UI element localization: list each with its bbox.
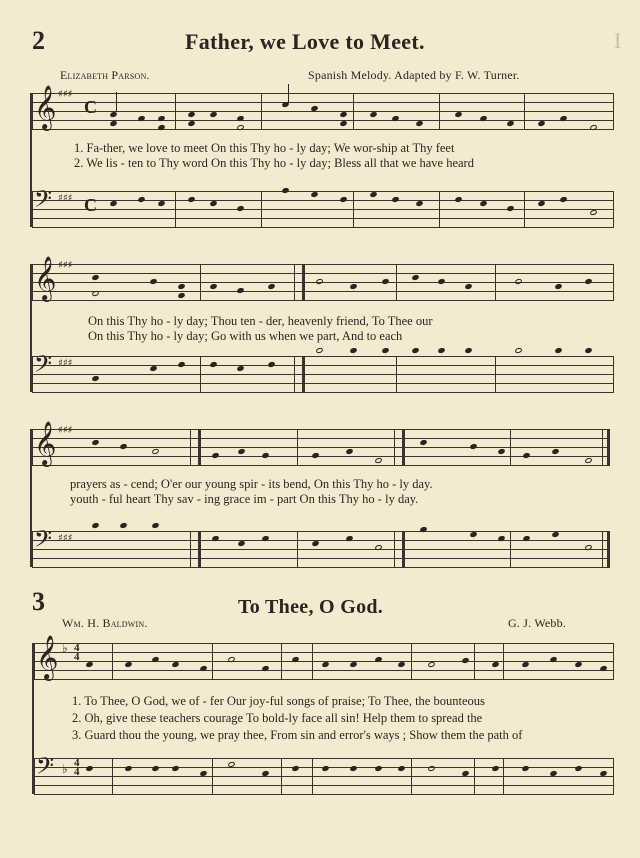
lyrics-hymn3-verse1: 1. To Thee, O God, we of - fer Our joy-ful songs of praise; To Thee, the bounteous <box>72 694 485 708</box>
staff-line <box>32 93 614 94</box>
bar-line <box>394 531 395 568</box>
bar-line <box>613 758 614 795</box>
staff-line <box>32 102 614 103</box>
bar-line <box>353 93 354 130</box>
staff-line <box>32 227 614 228</box>
staff-line <box>32 558 610 559</box>
staff-line <box>32 374 614 375</box>
bar-line <box>200 356 201 393</box>
bass-clef-icon: 𝄢 <box>34 185 53 218</box>
lyrics-hymn3-verse2: 2. Oh, give these teachers courage To bold-ly face all sin! Help them to spread the <box>72 711 483 725</box>
system-brace <box>32 643 34 794</box>
bar-line <box>312 758 313 795</box>
bar-line <box>302 356 305 393</box>
bar-line <box>613 643 614 680</box>
bar-line <box>212 643 213 680</box>
hymn-title: To Thee, O God. <box>238 596 384 618</box>
staff-line <box>32 383 614 384</box>
bar-line <box>439 191 440 228</box>
staff-line <box>32 392 614 393</box>
treble-clef-icon: 𝄞 <box>36 635 59 679</box>
bar-line <box>200 264 201 301</box>
bar-line <box>190 429 191 466</box>
treble-clef-icon: 𝄞 <box>34 421 57 465</box>
bar-line <box>294 356 295 393</box>
bass-staff <box>32 185 614 227</box>
time-signature: 4 4 <box>74 757 80 778</box>
flat-icon: ♭ <box>62 762 68 776</box>
bar-line <box>396 356 397 393</box>
staff-line <box>32 429 610 430</box>
bar-line <box>32 356 33 393</box>
lyrics-system3-verse2: youth - ful heart Thy sav - ing grace im - part On this Thy ho - ly day. <box>70 492 419 506</box>
staff-line <box>32 200 614 201</box>
bar-line <box>402 531 405 568</box>
staff-line <box>32 447 610 448</box>
bar-line <box>190 531 191 568</box>
treble-clef-icon: 𝄞 <box>34 256 57 300</box>
staff-line <box>32 282 614 283</box>
lyrics-system3-verse1: prayers as - cend; O'er our young spir - its bend, On this Thy ho - ly day. <box>70 477 433 491</box>
staff-line <box>32 264 614 265</box>
bar-line <box>602 429 603 466</box>
staff-line <box>32 356 614 357</box>
staff-line <box>34 785 614 786</box>
bar-line <box>411 643 412 680</box>
bar-line <box>495 264 496 301</box>
bar-line <box>607 531 610 568</box>
staff-line <box>32 567 610 568</box>
staff-line <box>34 758 614 759</box>
sharp-icon: ♯♯♯ <box>58 260 73 271</box>
sharp-icon: ♯♯♯ <box>58 193 73 204</box>
bar-line <box>613 93 614 130</box>
bar-line <box>495 356 496 393</box>
note-head <box>514 347 522 354</box>
bar-line <box>474 643 475 680</box>
time-signature: 4 4 <box>74 642 80 663</box>
bar-line <box>613 191 614 228</box>
staff-line <box>32 300 614 301</box>
margin-roman-numeral: I <box>614 28 622 53</box>
note-head <box>554 347 562 354</box>
bass-clef-icon: 𝄢 <box>36 752 55 785</box>
bar-line <box>175 191 176 228</box>
staff-line <box>32 273 614 274</box>
staff-line <box>32 549 610 550</box>
bar-line <box>503 643 504 680</box>
bar-line <box>281 758 282 795</box>
system-brace <box>30 264 32 392</box>
note-head <box>91 522 99 529</box>
staff-line <box>32 531 610 532</box>
bar-line <box>396 264 397 301</box>
hymn-author: Wm. H. Baldwin. <box>62 616 148 630</box>
staff-line <box>32 191 614 192</box>
bar-line <box>524 191 525 228</box>
treble-staff <box>32 85 614 129</box>
bar-line <box>261 93 262 130</box>
bar-line <box>32 191 33 228</box>
lyrics-system1-verse2: 2. We lis - ten to Thy word On this Thy ho - ly day; Bless all that we have heard <box>74 156 474 170</box>
bar-line <box>175 93 176 130</box>
bar-line <box>613 264 614 301</box>
bar-line <box>474 758 475 795</box>
bar-line <box>294 264 295 301</box>
bass-staff <box>34 752 614 794</box>
treble-clef-icon: 𝄞 <box>34 85 57 129</box>
bar-line <box>503 758 504 795</box>
note-stem <box>116 92 117 112</box>
bar-line <box>312 643 313 680</box>
bar-line <box>34 758 35 795</box>
bar-line <box>32 429 33 466</box>
system-brace <box>30 93 32 227</box>
bar-line <box>439 93 440 130</box>
bar-line <box>302 264 305 301</box>
note-head <box>584 347 592 354</box>
staff-line <box>34 776 614 777</box>
bar-line <box>198 429 201 466</box>
staff-line <box>32 365 614 366</box>
lyrics-system1-verse1: 1. Fa-ther, we love to meet On this Thy ho - ly day; We wor-ship at Thy feet <box>74 141 455 155</box>
hymn-composer: Spanish Melody. Adapted by F. W. Turner. <box>308 68 520 82</box>
staff-line <box>32 120 614 121</box>
hymn-composer: G. J. Webb. <box>508 616 567 630</box>
note-head <box>464 347 472 354</box>
bar-line <box>402 429 405 466</box>
sharp-icon: ♯♯♯ <box>58 425 73 436</box>
staff-line <box>32 209 614 210</box>
staff-line <box>32 438 610 439</box>
note-head <box>151 522 159 529</box>
note-head <box>437 347 445 354</box>
lyrics-hymn3-verse3: 3. Guard thou the young, we pray thee, From sin and error's ways ; Show them the path of <box>72 728 523 742</box>
staff-line <box>32 465 610 466</box>
staff-line <box>32 129 614 130</box>
staff-line <box>34 652 614 653</box>
staff-line <box>32 111 614 112</box>
note-head <box>411 347 419 354</box>
bar-line <box>212 758 213 795</box>
bass-staff <box>32 350 614 392</box>
bar-line <box>32 264 33 301</box>
treble-staff <box>32 421 610 465</box>
bar-line <box>524 93 525 130</box>
bar-line <box>198 531 201 568</box>
bar-line <box>510 429 511 466</box>
staff-line <box>34 679 614 680</box>
bar-line <box>602 531 603 568</box>
staff-line <box>34 643 614 644</box>
bar-line <box>394 429 395 466</box>
sharp-icon: ♯♯♯ <box>58 89 73 100</box>
flat-icon: ♭ <box>62 641 68 655</box>
note-head <box>349 347 357 354</box>
bar-line <box>297 429 298 466</box>
bar-line <box>297 531 298 568</box>
hymn-number: 3 <box>32 587 45 616</box>
bass-clef-icon: 𝄢 <box>34 525 53 558</box>
bar-line <box>34 643 35 680</box>
staff-line <box>34 794 614 795</box>
staff-line <box>34 670 614 671</box>
system-brace <box>30 429 32 567</box>
hymn-author: Elizabeth Parson. <box>60 68 150 82</box>
bar-line <box>353 191 354 228</box>
sharp-icon: ♯♯♯ <box>58 533 73 544</box>
bar-line <box>32 531 33 568</box>
sharp-icon: ♯♯♯ <box>58 358 73 369</box>
bar-line <box>613 356 614 393</box>
bar-line <box>112 643 113 680</box>
common-time-icon: C <box>84 97 97 117</box>
note-head <box>381 347 389 354</box>
bar-line <box>32 93 33 130</box>
treble-staff <box>32 256 614 300</box>
note-head <box>315 347 323 354</box>
hymn-title: Father, we Love to Meet. <box>185 29 425 54</box>
bar-line <box>281 643 282 680</box>
staff-line <box>32 291 614 292</box>
lyrics-system2-verse2: On this Thy ho - ly day; Go with us when we part, And to each <box>88 329 403 343</box>
common-time-icon: C <box>84 195 97 215</box>
note-head <box>119 522 127 529</box>
bar-line <box>112 758 113 795</box>
bar-line <box>607 429 610 466</box>
lyrics-system2-verse1: On this Thy ho - ly day; Thou ten - der, heavenly friend, To Thee our <box>88 314 433 328</box>
bar-line <box>411 758 412 795</box>
bar-line <box>261 191 262 228</box>
hymn-number: 2 <box>32 26 45 55</box>
bass-clef-icon: 𝄢 <box>34 350 53 383</box>
note-stem <box>288 84 289 102</box>
staff-line <box>32 218 614 219</box>
bar-line <box>510 531 511 568</box>
